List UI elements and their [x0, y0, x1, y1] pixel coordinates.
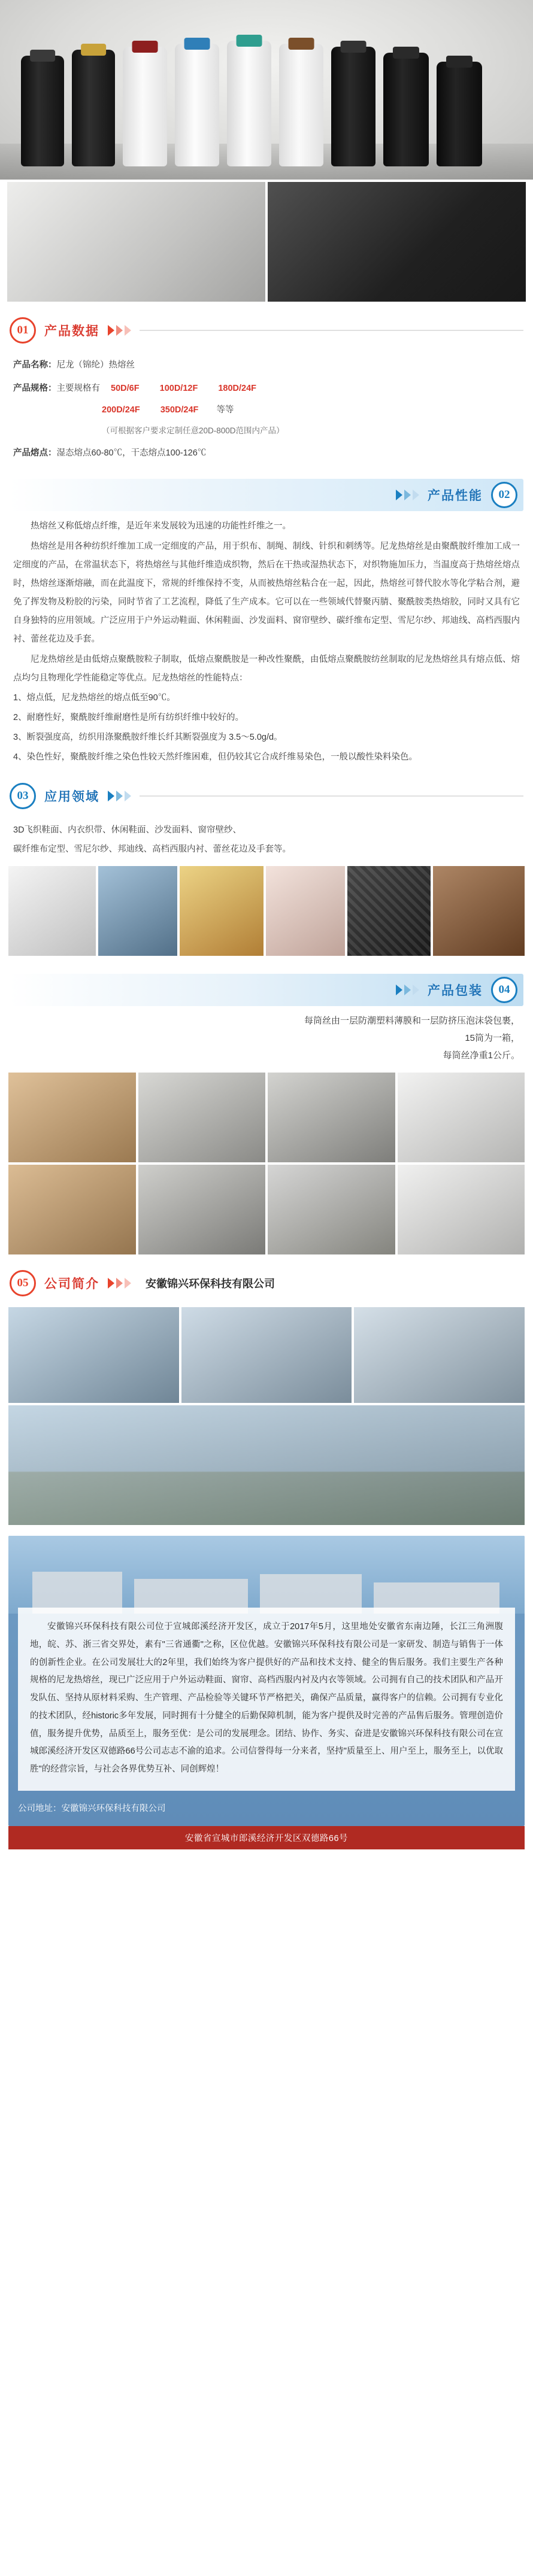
application-line-2: 碳纤维布定型、雪尼尔纱、邦迪线、高档西服内衬、蕾丝花边及手套等。 — [13, 845, 291, 855]
company-photo-factory-gate — [8, 1307, 179, 1403]
product-photo-row — [0, 180, 533, 302]
section-03-title: 应用领域 — [44, 789, 99, 804]
section-05-title: 公司简介 — [44, 1277, 99, 1292]
company-intro-text-box — [18, 1608, 515, 1790]
company-photo-plant-panorama — [8, 1405, 525, 1525]
section-01-header — [10, 317, 523, 348]
spec-350d24f: 350D/24F — [160, 405, 199, 415]
section-01-badge: 01 — [10, 317, 36, 344]
product-spec-prefix: 主要规格有 — [56, 384, 100, 394]
cone-white-2 — [175, 44, 219, 166]
perf-point-3: 3、断裂强度高，纺织用涤聚酰胺纤维长纤其断裂强度为 3.5～5.0g/d。 — [13, 733, 283, 743]
cone-black-4 — [383, 53, 429, 166]
product-photo-white-cones — [7, 182, 265, 302]
company-intro-text: 安徽锦兴环保科技有限公司位于宣城郎溪经济开发区，成立于2017年5月，这里地处安徽省东南边陲，长江三角洲腹地，皖、苏、浙三省交界处，素有"三省通衢"之称，区位优越。安徽锦兴环保科技有限公司是一家研发、制造与销售于一体的创新性企业。在公司发展壮大的2年里，我们始终为客户提供好的产品和技术支持、健全的售后服务。我们主要生产各种规格的尼龙热熔丝，现已广泛应用于户外运动鞋面、窗帘、高档西服内衬及内衣等领域。公司拥有自己的技术团队和产品开发队伍、坚持从原材料采购、生产管理、产品检验等关键环节严格把关，确保产品质量，赢得客户的信赖。公司拥有专业化的技术团队，经historic多年发展，同时拥有十分健全的后勤保障机制，能为客户提供及时完善的产品售后服务。管理创造价值，服务提升优势，品质至上，服务至优：是公司的发展理念。团结、协作、务实、奋进是安徽锦兴环保科技有限公司在宣城郎溪经济开发区双德路66号公司志志不渝的追求。公司信誉得每一分来者，坚持"质量至上、用户至上，服务至上，以优取胜"的经营宗旨，与社会各界优势互补、同创辉煌！ — [30, 1622, 503, 1775]
pack-photo-cones-boxed — [398, 1165, 525, 1254]
app-photo-sofa-fabric — [98, 866, 177, 956]
packaging-photo-row-2 — [0, 1162, 533, 1254]
packaging-line-1: 每筒丝由一层防潮塑料薄膜和一层防挤压泡沫袋包裹， — [304, 1015, 520, 1026]
cone-black-1 — [21, 56, 64, 166]
company-photo-workshop — [181, 1307, 352, 1403]
pack-photo-carton-stack-1 — [8, 1073, 136, 1162]
product-name-label: 产品名称： — [13, 360, 57, 370]
perf-point-4: 4、染色性好，聚酰胺纤维之染色性较天然纤维困难，但仍较其它合成纤维易染色，一般以酸性染料染色。 — [13, 752, 418, 763]
company-address-value: 安徽锦兴环保科技有限公司 — [61, 1803, 166, 1813]
application-line-1: 3D飞织鞋面、内衣织带、休闲鞋面、沙发面料、窗帘壁纱、 — [13, 825, 242, 835]
company-address-label: 公司地址： — [18, 1803, 62, 1813]
spec-200d24f: 200D/24F — [102, 405, 140, 415]
app-photo-webbing-rolls — [180, 866, 263, 956]
melt-point-label: 产品熔点： — [13, 448, 57, 458]
pack-photo-warehouse-1 — [138, 1073, 266, 1162]
perf-paragraph-3: 尼龙热熔丝是由低熔点聚酰胺粒子制取，低熔点聚酰胺是一种改性聚酰，由低熔点聚酰胺纺丝制取的尼龙热熔丝具有熔点低、熔点均匀且物理化学性能稳定等优点。尼龙热熔丝的性能特点： — [13, 654, 520, 683]
app-photo-underwear — [266, 866, 345, 956]
packaging-text — [13, 1012, 520, 1065]
pack-photo-warehouse-4 — [268, 1165, 395, 1254]
product-spec-label: 产品规格： — [13, 384, 57, 394]
divider — [140, 795, 523, 797]
perf-paragraph-2: 热熔丝是用各种纺织纤维加工成一定细度的产品，用于织布、制绳、制线、针织和刺绣等。尼龙热熔丝是由聚酰胺纤维加工成一定细度的产品，在常温状态下，将热熔丝与其他纤维造成织物，然后在干热或湿热状态下，对织物施加压力，当温度高于热熔丝熔点时，热熔丝逐渐熔融，而在此温度下，常规的纤维保持不变，从而被热熔丝粘合在一起，因此，热熔丝可替代胶水等化学粘合剂，避免了挥发物及粉胶的污染，同时节省了工艺流程，降低了生产成本。它可以在一些领域代替聚丙腈、聚酰胺类热熔胶，同时又具有它自身独特的应用领域。广泛应用于户外运动鞋面、休闲鞋面、沙发面料、窗帘壁纱、碳纤维布定型、雪尼尔纱、邦迪线、高档西服内衬、蕾丝花边及手套。 — [13, 541, 520, 645]
chevron-right-icon — [108, 325, 131, 336]
cone-white-4 — [279, 44, 323, 166]
spec-50d6f: 50D/6F — [111, 384, 140, 394]
spec-180d24f: 180D/24F — [218, 384, 257, 394]
section-01-body — [13, 356, 520, 463]
cone-white-1 — [123, 47, 167, 166]
application-photo-row — [0, 860, 533, 956]
perf-paragraph-1: 热熔丝又称低熔点纤维，是近年来发展较为迅速的功能性纤维之一。 — [31, 521, 291, 531]
cone-white-3 — [227, 41, 271, 166]
pack-photo-carton-stack-2 — [8, 1165, 136, 1254]
section-04-badge: 04 — [491, 977, 517, 1003]
section-02-badge: 02 — [491, 482, 517, 508]
section-02-title: 产品性能 — [428, 489, 483, 503]
chevron-right-icon — [108, 1278, 131, 1289]
pack-photo-cones-bagged — [398, 1073, 525, 1162]
spec-custom-note: （可根据客户要求定制任意20D-800D范围内产品） — [102, 426, 284, 436]
divider — [140, 330, 523, 331]
chevron-right-icon — [108, 791, 131, 801]
app-photo-lace — [347, 866, 431, 956]
chevron-right-icon — [396, 985, 419, 995]
footer-address-bar: 安徽省宣城市郎溪经济开发区双德路66号 — [8, 1826, 525, 1849]
pack-photo-warehouse-3 — [138, 1165, 266, 1254]
section-05-badge: 05 — [10, 1270, 36, 1296]
spec-100d12f: 100D/12F — [159, 384, 198, 394]
perf-point-1: 1、熔点低，尼龙热熔丝的熔点低至90℃。 — [13, 692, 175, 703]
company-intro-panel — [8, 1536, 525, 1825]
company-photo-office-building — [354, 1307, 525, 1403]
section-03-badge: 03 — [10, 783, 36, 809]
company-wide-photo-wrap — [0, 1403, 533, 1525]
packaging-photo-row-1 — [0, 1068, 533, 1162]
app-photo-car-seat — [433, 866, 525, 956]
spec-etc: 等等 — [216, 405, 234, 415]
melt-point-value: 湿态熔点60-80℃，干态熔点100-126℃ — [56, 448, 207, 458]
product-photo-black-cones — [268, 182, 526, 302]
cone-black-2 — [72, 50, 115, 166]
section-02-header — [10, 479, 523, 510]
section-04-title: 产品包装 — [428, 983, 483, 998]
hero-banner — [0, 0, 533, 180]
section-03-body — [13, 821, 520, 859]
product-name-value: 尼龙（锦纶）热熔丝 — [56, 360, 135, 370]
intro-sky-background — [8, 1536, 525, 1614]
company-name: 安徽锦兴环保科技有限公司 — [146, 1278, 275, 1290]
perf-point-2: 2、耐磨性好，聚酰胺纤维耐磨性是所有纺织纤维中较好的。 — [13, 713, 244, 723]
pack-photo-warehouse-2 — [268, 1073, 395, 1162]
chevron-right-icon — [396, 490, 419, 500]
cone-black-5 — [437, 62, 482, 166]
packaging-line-3: 每筒丝净重1公斤。 — [443, 1050, 520, 1061]
section-04-header — [10, 974, 523, 1005]
packaging-line-2: 15筒为一箱， — [465, 1032, 520, 1043]
company-address-line — [18, 1800, 515, 1818]
section-01-title: 产品数据 — [44, 324, 99, 338]
section-05-header — [10, 1270, 523, 1296]
cone-black-3 — [331, 47, 375, 166]
company-photo-row — [0, 1302, 533, 1403]
section-03-header — [10, 783, 523, 814]
app-photo-3d-shoe-upper — [8, 866, 96, 956]
section-02-body — [13, 517, 520, 767]
